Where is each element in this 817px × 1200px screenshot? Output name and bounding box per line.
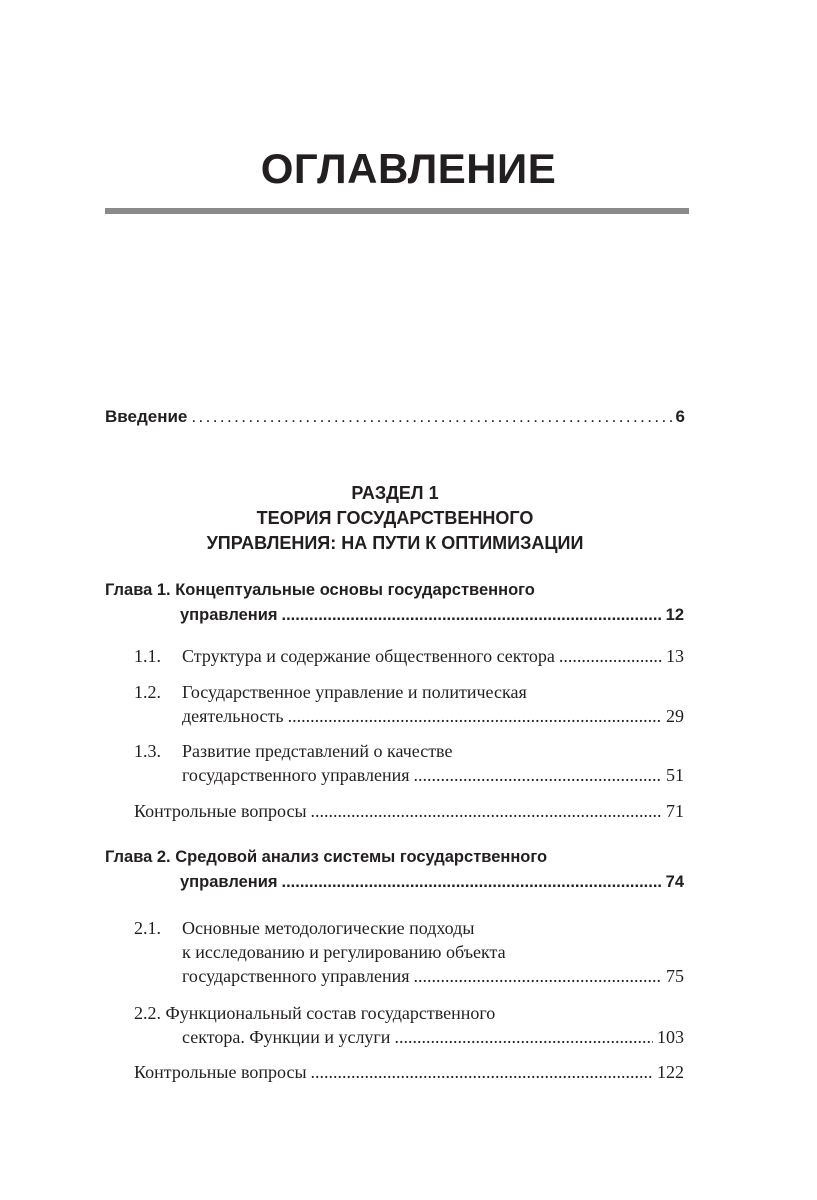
toc-entry-2-1[interactable]	[182, 966, 684, 987]
toc-entry-chapter-1[interactable]	[180, 606, 684, 625]
toc-entry-label: Контрольные вопросы	[134, 1062, 307, 1082]
toc-entry-label: государственного управления	[182, 966, 410, 986]
toc-entry-label: управления	[180, 873, 278, 891]
section-title-line: УПРАВЛЕНИЯ: НА ПУТИ К ОПТИМИЗАЦИИ	[206, 533, 584, 553]
dot-leader	[282, 606, 662, 625]
toc-entry-questions-2[interactable]	[134, 1062, 684, 1083]
toc-entry-label: Структура и содержание общественного сектора	[182, 646, 555, 666]
page-title: ОГЛАВЛЕНИЕ	[260, 145, 557, 192]
toc-entry-page: 122	[657, 1062, 684, 1082]
toc-entry-label: государственного управления	[182, 765, 410, 785]
toc-entry-1-3[interactable]	[182, 765, 684, 786]
item-number: 1.1.	[134, 646, 161, 666]
toc-entry-label: деятельность	[182, 706, 284, 726]
toc-entry-page: 6	[675, 407, 685, 426]
dot-leader	[311, 1062, 653, 1083]
toc-entry-chapter-2[interactable]	[180, 873, 684, 892]
toc-entry-page: 75	[666, 966, 684, 986]
toc-entry-label: Контрольные вопросы	[134, 801, 307, 821]
toc-entry-2-1-line[interactable]: к исследованию и регулированию объекта	[182, 942, 506, 962]
toc-entry-page: 103	[657, 1027, 684, 1047]
toc-entry-1-2[interactable]	[182, 706, 684, 727]
toc-entry-page: 74	[665, 873, 684, 891]
item-number: 1.2.	[134, 682, 161, 702]
dot-leader	[191, 407, 671, 427]
dot-leader	[282, 873, 662, 892]
dot-leader	[311, 801, 662, 822]
toc-entry-2-2[interactable]	[182, 1027, 684, 1048]
chapter-2-title[interactable]: Глава 2. Средовой анализ системы государственного	[105, 848, 548, 866]
chapter-1-title[interactable]: Глава 1. Концептуальные основы государственного	[105, 581, 535, 599]
toc-entry-label: Введение	[105, 407, 188, 426]
dot-leader	[394, 1027, 653, 1048]
toc-entry-label: сектора. Функции и услуги	[182, 1027, 391, 1047]
toc-entry-1-2-line[interactable]: Государственное управление и политическая	[182, 682, 527, 702]
title-divider	[105, 208, 689, 214]
toc-entry-page: 29	[666, 706, 684, 726]
dot-leader	[288, 706, 662, 727]
item-number: 2.2.	[134, 1003, 161, 1023]
toc-entry-questions-1[interactable]	[134, 801, 684, 822]
dot-leader	[414, 966, 663, 987]
toc-entry-page: 71	[666, 801, 684, 821]
toc-entry-label: Функциональный состав государственного	[165, 1003, 496, 1023]
item-number: 2.1.	[134, 918, 161, 938]
section-heading	[0, 481, 790, 556]
toc-entry-2-2-line[interactable]	[134, 1003, 495, 1024]
toc-entry-1-3-line[interactable]: Развитие представлений о качестве	[182, 741, 453, 761]
toc-entry-intro[interactable]	[105, 407, 685, 427]
section-title-line: ТЕОРИЯ ГОСУДАРСТВЕННОГО	[256, 508, 534, 528]
item-number: 1.3.	[134, 741, 161, 761]
dot-leader	[559, 646, 662, 667]
toc-entry-label: управления	[180, 606, 278, 624]
toc-entry-2-1-line[interactable]: Основные методологические подходы	[182, 918, 475, 938]
toc-entry-page: 51	[666, 765, 684, 785]
toc-entry-1-1[interactable]	[182, 646, 684, 667]
toc-entry-page: 13	[666, 646, 684, 666]
section-number: РАЗДЕЛ 1	[351, 483, 439, 503]
dot-leader	[414, 765, 663, 786]
toc-entry-page: 12	[665, 606, 684, 624]
